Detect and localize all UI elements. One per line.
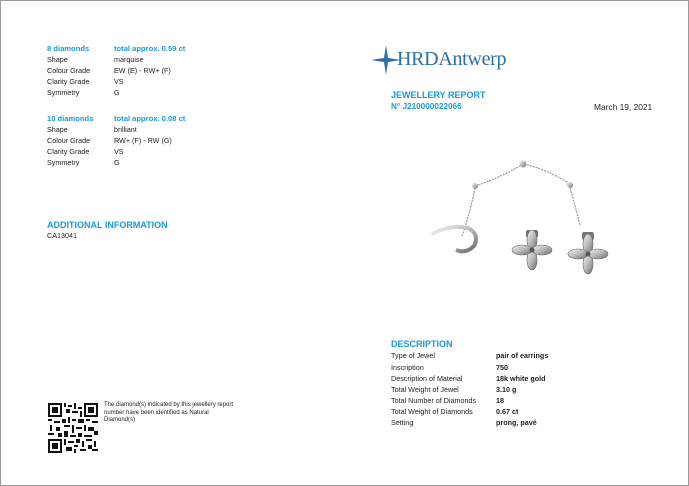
jewellery-photo — [420, 158, 630, 288]
desc-diamond-weight-value: 0.67 ct — [496, 407, 519, 416]
group1-symmetry-value: G — [114, 88, 120, 97]
group1-clarity-label: Clarity Grade — [47, 77, 90, 86]
group2-symmetry-label: Symmetry — [47, 158, 80, 167]
group1-shape-value: marquise — [114, 55, 144, 64]
group2-symmetry-value: G — [114, 158, 120, 167]
desc-material-value: 18k white gold — [496, 374, 546, 383]
group1-total: total approx. 0.59 ct — [114, 44, 186, 53]
desc-setting-value: prong, pavé — [496, 418, 537, 427]
desc-inscription-value: 750 — [496, 363, 508, 372]
group2-clarity-label: Clarity Grade — [47, 147, 90, 156]
desc-type-label: Type of Jewel — [391, 351, 435, 360]
report-title: JEWELLERY REPORT — [391, 90, 486, 100]
desc-diamond-count-value: 18 — [496, 396, 504, 405]
report-date: March 19, 2021 — [594, 102, 653, 112]
group2-count: 10 diamonds — [47, 114, 94, 123]
qr-note: The diamond(s) indicated by this jewellery report number have been identified as Natural Diamond(s) — [104, 402, 234, 423]
logo-wordmark: HRDAntwerp — [397, 48, 507, 70]
desc-jewel-weight-label: Total Weight of Jewel — [391, 385, 459, 394]
description-heading: DESCRIPTION — [391, 339, 453, 349]
additional-heading: ADDITIONAL INFORMATION — [47, 220, 168, 230]
group2-total: total approx. 0.08 ct — [114, 114, 186, 123]
group1-count: 8 diamonds — [47, 44, 90, 53]
group2-colour-value: RW+ (F) - RW (G) — [114, 136, 172, 145]
additional-code: CA13041 — [47, 231, 77, 240]
group2-shape-label: Shape — [47, 125, 68, 134]
report-number: N° J210000022066 — [391, 102, 462, 111]
desc-diamond-count-label: Total Number of Diamonds — [391, 396, 477, 405]
desc-type-value: pair of earrings — [496, 351, 549, 360]
group2-colour-label: Colour Grade — [47, 136, 91, 145]
group1-colour-label: Colour Grade — [47, 66, 91, 75]
desc-jewel-weight-value: 3.10 g — [496, 385, 517, 394]
group1-symmetry-label: Symmetry — [47, 88, 80, 97]
qr-code — [48, 403, 98, 453]
group2-shape-value: brilliant — [114, 125, 137, 134]
desc-material-label: Description of Material — [391, 374, 463, 383]
desc-setting-label: Setting — [391, 418, 414, 427]
group1-clarity-value: VS — [114, 77, 124, 86]
group1-shape-label: Shape — [47, 55, 68, 64]
group2-clarity-value: VS — [114, 147, 124, 156]
desc-diamond-weight-label: Total Weight of Diamonds — [391, 407, 473, 416]
desc-inscription-label: Inscription — [391, 363, 424, 372]
group1-colour-value: EW (E) - RW+ (F) — [114, 66, 171, 75]
